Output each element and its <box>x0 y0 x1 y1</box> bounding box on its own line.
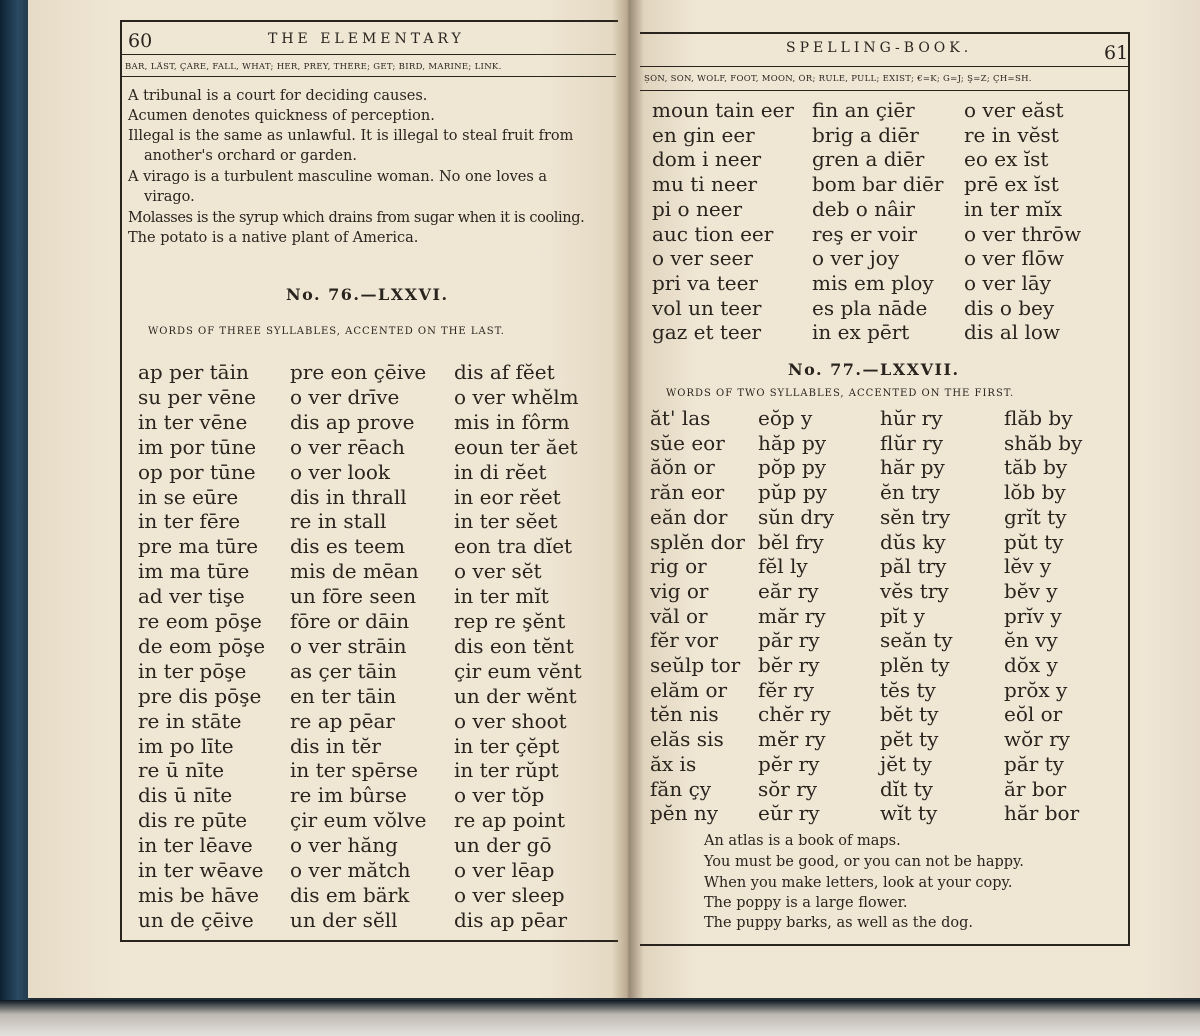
spelling-word: eŏl or <box>1004 702 1063 727</box>
spelling-word: prē ex ĭst <box>964 172 1059 197</box>
spelling-word: fin an çiēr <box>812 98 915 122</box>
spelling-word: pĭt y <box>880 603 925 628</box>
right-page <box>628 0 1200 998</box>
sentence: The poppy is a large flower. <box>704 895 908 911</box>
spelling-word: seŭlp tor <box>650 653 741 677</box>
spelling-word: es pla nāde <box>812 295 928 320</box>
spelling-word: seăn ty <box>880 628 953 653</box>
spelling-word: vig or <box>650 578 709 603</box>
spelling-word: dis ap pēar <box>454 907 568 932</box>
spelling-word: dĭt ty <box>880 776 933 801</box>
spelling-word: dis ap prove <box>290 409 415 434</box>
sentence: An atlas is a book of maps. <box>704 833 901 849</box>
sentence: Acumen denotes quickness of perception. <box>128 108 435 124</box>
sentence: When you make letters, look at your copy. <box>704 875 1013 891</box>
spelling-word: mis de mēan <box>290 559 419 584</box>
spelling-word: păr ty <box>1004 751 1064 776</box>
spelling-word: ĕn try <box>880 480 940 505</box>
spelling-word: pre eon çēive <box>290 360 427 384</box>
spelling-word: ĕn vy <box>1004 628 1058 653</box>
spelling-word: mis in fôrm <box>454 409 570 434</box>
spelling-word: de eom pōşe <box>138 633 266 658</box>
spelling-word: re ap pēar <box>290 708 395 733</box>
pronunciation-key: ṢÔN, SŎN, WOLF, FOOT, MOON, ŌR; RULE, PULL; EXIST; €=K; Ġ=J; Ş=Z; ÇH=SH. <box>644 74 1032 84</box>
spelling-word: o ver mătch <box>290 858 411 882</box>
divider <box>640 66 1128 67</box>
spelling-word: rig or <box>650 554 707 579</box>
spelling-word: măr ry <box>758 603 826 628</box>
spelling-word: in ter mĭt <box>454 584 549 609</box>
spelling-word: ăŏn or <box>650 455 715 480</box>
spelling-word: o ver lēap <box>454 858 555 882</box>
spelling-word: mu ti neer <box>652 172 758 197</box>
spelling-word: ăr bor <box>1004 776 1067 801</box>
spelling-word: bĕl fry <box>758 529 824 554</box>
spelling-word: in ter spērse <box>290 758 418 783</box>
spelling-word: un der wĕnt <box>454 683 577 708</box>
pronunciation-key: BÄR, LÅST, ÇÂRE, FALL, WHAT; HẼR, PREY, THÊRE; ĠET; BÏRD, MARÏNE; LIṄK. <box>125 62 502 72</box>
spelling-word: op por tūne <box>138 459 256 484</box>
book-spine <box>0 0 30 1000</box>
spelling-word: dis in thrall <box>290 484 407 509</box>
sentence: You must be good, or you can not be happy. <box>704 854 1024 870</box>
spelling-word: vĕs try <box>880 578 949 603</box>
spelling-word: eoun ter ăet <box>454 434 578 459</box>
sentence: Illegal is the same as unlawful. It is illegal to steal fruit from <box>128 128 574 144</box>
sentence: A virago is a turbulent masculine woman. No one loves a <box>128 169 548 185</box>
spelling-word: mĕr ry <box>758 727 826 752</box>
spelling-word: prŏx y <box>1004 677 1068 702</box>
spelling-word: pre dis pōşe <box>138 683 262 708</box>
spelling-word: o ver drīve <box>290 384 400 409</box>
spelling-word: dom i neer <box>652 147 762 172</box>
spelling-word: im ma tūre <box>138 559 250 584</box>
spelling-word: in ter rŭpt <box>454 758 559 783</box>
spelling-word: prĭv y <box>1004 603 1062 628</box>
spelling-word: văl or <box>650 603 708 628</box>
spelling-word: dis eon tĕnt <box>454 633 574 658</box>
spelling-word: o ver seer <box>652 246 753 271</box>
spelling-word: çir eum vŏlve <box>290 808 427 833</box>
spelling-word: shăb by <box>1004 430 1083 455</box>
spelling-word: mis be hāve <box>138 882 259 907</box>
spelling-word: fĕl ly <box>758 554 808 579</box>
spelling-word: pĕt ty <box>880 727 939 752</box>
spelling-word: deb o nâir <box>812 196 915 221</box>
spelling-word: flŭr ry <box>880 430 943 455</box>
spelling-word: pĕn ny <box>650 801 719 826</box>
spelling-word: in ter vēne <box>138 409 248 434</box>
spelling-word: in se eūre <box>138 484 239 509</box>
spelling-word: pŏp py <box>758 455 827 480</box>
spelling-word: mis em ploy <box>812 270 934 295</box>
spelling-word: o ver hăng <box>290 833 398 858</box>
spelling-word: o ver sleep <box>454 882 565 907</box>
spelling-word: en gin eer <box>652 122 755 147</box>
spelling-word: im po līte <box>138 733 234 758</box>
spelling-word: rep re şĕnt <box>454 609 566 633</box>
spelling-word: o ver strāin <box>290 633 407 658</box>
spelling-word: plĕn ty <box>880 653 950 677</box>
spelling-word: flăb by <box>1004 406 1073 430</box>
lesson-subtitle: WORDS OF THREE SYLLABLES, ACCENTED ON THE LAST. <box>148 326 505 337</box>
spelling-word: dŏx y <box>1004 653 1058 677</box>
spelling-word: tĕn nis <box>650 702 719 727</box>
spelling-word: tĕs ty <box>880 677 936 702</box>
spelling-word: re in stall <box>290 509 387 534</box>
spelling-word: o ver joy <box>812 246 899 271</box>
spelling-word: bĕt ty <box>880 702 939 727</box>
spelling-word: in ter çĕpt <box>454 733 560 758</box>
spelling-word: in ter sĕet <box>454 509 558 534</box>
spelling-word: in ex pērt <box>812 320 910 345</box>
spelling-word: eăr ry <box>758 578 819 603</box>
spelling-word: fōre or dāin <box>290 609 410 633</box>
spelling-word: in di rĕet <box>454 459 547 484</box>
spelling-word: en ter tāin <box>290 683 397 708</box>
spelling-word: dis ū nīte <box>138 783 233 808</box>
spelling-word: bom bar diēr <box>812 172 944 197</box>
spelling-word: ăx is <box>650 751 697 776</box>
spelling-word: o ver whĕlm <box>454 384 579 409</box>
spelling-word: reş er voir <box>812 221 918 246</box>
spelling-word: in ter fēre <box>138 509 241 534</box>
sentence: virago. <box>144 189 195 205</box>
spelling-word: eăn dor <box>650 504 728 529</box>
spelling-word: o ver eăst <box>964 98 1064 122</box>
divider <box>120 76 616 77</box>
spelling-word: dis in tĕr <box>290 733 381 758</box>
left-page <box>28 0 628 998</box>
spelling-word: un der gō <box>454 833 552 858</box>
spelling-word: sŭn dry <box>758 504 835 529</box>
spelling-word: in eor rĕet <box>454 484 561 509</box>
spelling-word: dis al low <box>964 320 1061 345</box>
spelling-word: eŏp y <box>758 406 813 430</box>
spelling-word: o ver lāy <box>964 270 1052 295</box>
spelling-word: un der sĕll <box>290 907 398 932</box>
lesson-title: No. 76.—LXXVI. <box>286 285 449 304</box>
spelling-word: pi o neer <box>652 196 743 221</box>
spelling-word: o ver tŏp <box>454 783 545 808</box>
spelling-word: wŏr ry <box>1004 727 1070 752</box>
spelling-word: re in stāte <box>138 708 242 733</box>
spelling-word: sŭe eor <box>650 430 725 455</box>
spelling-word: o ver sĕt <box>454 559 542 584</box>
spelling-word: elăm or <box>650 677 728 702</box>
spelling-word: păl try <box>880 554 947 579</box>
spelling-word: as çer tāin <box>290 658 397 683</box>
spelling-word: ad ver tişe <box>138 584 245 609</box>
spelling-word: su per vēne <box>138 384 256 409</box>
sentence: A tribunal is a court for deciding causes. <box>128 88 428 104</box>
spelling-word: brig a diēr <box>812 122 919 147</box>
spelling-word: răn eor <box>650 480 725 505</box>
spelling-word: hŭr ry <box>880 406 943 430</box>
spelling-word: re ap point <box>454 808 565 833</box>
spelling-word: ap per tāin <box>138 360 249 384</box>
spelling-word: pŭp py <box>758 480 827 505</box>
sentence: Molasses is the syrup which drains from sugar when it is cooling. <box>128 210 585 226</box>
spelling-word: dis re pūte <box>138 808 248 833</box>
spelling-word: eo ex ĭst <box>964 147 1049 172</box>
spelling-word: grĭt ty <box>1004 504 1067 529</box>
spelling-word: dis es teem <box>290 534 405 559</box>
spelling-word: chĕr ry <box>758 702 831 727</box>
spelling-word: pĕr ry <box>758 751 820 776</box>
spelling-word: im por tūne <box>138 434 257 459</box>
spelling-word: dis o bey <box>964 295 1055 320</box>
spelling-word: gaz et teer <box>652 320 762 345</box>
spelling-word: gren a diēr <box>812 147 925 172</box>
spelling-word: un de çēive <box>138 907 254 932</box>
spelling-word: făn çy <box>650 776 712 801</box>
book-gutter <box>612 0 644 998</box>
divider <box>640 90 1128 91</box>
spelling-word: tăb by <box>1004 455 1068 480</box>
spelling-word: re ū nīte <box>138 758 225 783</box>
spelling-word: wĭt ty <box>880 801 938 826</box>
spelling-word: eon tra dĭet <box>454 534 573 559</box>
spelling-word: o ver rēach <box>290 434 405 459</box>
spelling-word: pri va teer <box>652 270 758 295</box>
lesson-title: No. 77.—LXXVII. <box>788 360 960 379</box>
spelling-word: in ter pōşe <box>138 658 247 683</box>
book-edge <box>0 1000 1200 1036</box>
spelling-word: çir eum vĕnt <box>454 658 582 683</box>
spelling-word: auc tion eer <box>652 221 774 246</box>
page-number: 61 <box>1104 42 1129 64</box>
spelling-word: in ter wēave <box>138 858 264 882</box>
spelling-word: re im bûrse <box>290 783 407 808</box>
spelling-word: hăr py <box>880 455 945 480</box>
spelling-word: eŭr ry <box>758 801 820 826</box>
spelling-word: hăp py <box>758 430 827 455</box>
divider <box>120 54 616 55</box>
spelling-word: lŏb by <box>1004 480 1066 505</box>
spelling-word: sŏr ry <box>758 776 818 801</box>
spelling-word: dis af fĕet <box>454 360 555 384</box>
spelling-word: re in vĕst <box>964 122 1059 147</box>
spelling-word: un fōre seen <box>290 584 417 609</box>
spelling-word: dŭs ky <box>880 529 946 554</box>
spelling-word: jĕt ty <box>880 751 932 776</box>
spelling-word: pŭt ty <box>1004 529 1064 554</box>
spelling-word: in ter mĭx <box>964 196 1063 221</box>
spelling-word: ăt' las <box>650 406 711 430</box>
lesson-subtitle: WORDS OF TWO SYLLABLES, ACCENTED ON THE FIRST. <box>666 388 1015 399</box>
spelling-word: pre ma tūre <box>138 534 259 559</box>
spelling-word: splĕn dor <box>650 529 745 554</box>
spelling-word: moun tain eer <box>652 98 794 122</box>
spelling-word: sĕn try <box>880 504 951 529</box>
spelling-word: lĕv y <box>1004 554 1052 579</box>
sentence: The puppy barks, as well as the dog. <box>704 915 974 931</box>
spelling-word: dis em bärk <box>290 882 410 907</box>
spelling-word: o ver look <box>290 459 391 484</box>
spelling-word: păr ry <box>758 628 820 653</box>
sentence: another's orchard or garden. <box>144 148 357 164</box>
sentence: The potato is a native plant of America. <box>128 230 419 246</box>
spelling-word: bĕv y <box>1004 578 1058 603</box>
running-head: THE ELEMENTARY <box>268 31 465 47</box>
spelling-word: o ver shoot <box>454 708 567 733</box>
spelling-word: re eom pōşe <box>138 609 262 633</box>
spelling-word: vol un teer <box>652 295 762 320</box>
page-number: 60 <box>128 30 153 52</box>
spelling-word: hăr bor <box>1004 801 1080 826</box>
spelling-word: o ver thrōw <box>964 221 1082 246</box>
spelling-word: fĕr ry <box>758 677 815 702</box>
running-head: SPELLING-BOOK. <box>786 40 973 56</box>
spelling-word: elăs sis <box>650 727 724 752</box>
spelling-word: fĕr vor <box>650 628 719 653</box>
spelling-word: o ver flōw <box>964 246 1064 271</box>
spelling-word: bĕr ry <box>758 653 820 677</box>
spelling-word: in ter lēave <box>138 833 253 858</box>
